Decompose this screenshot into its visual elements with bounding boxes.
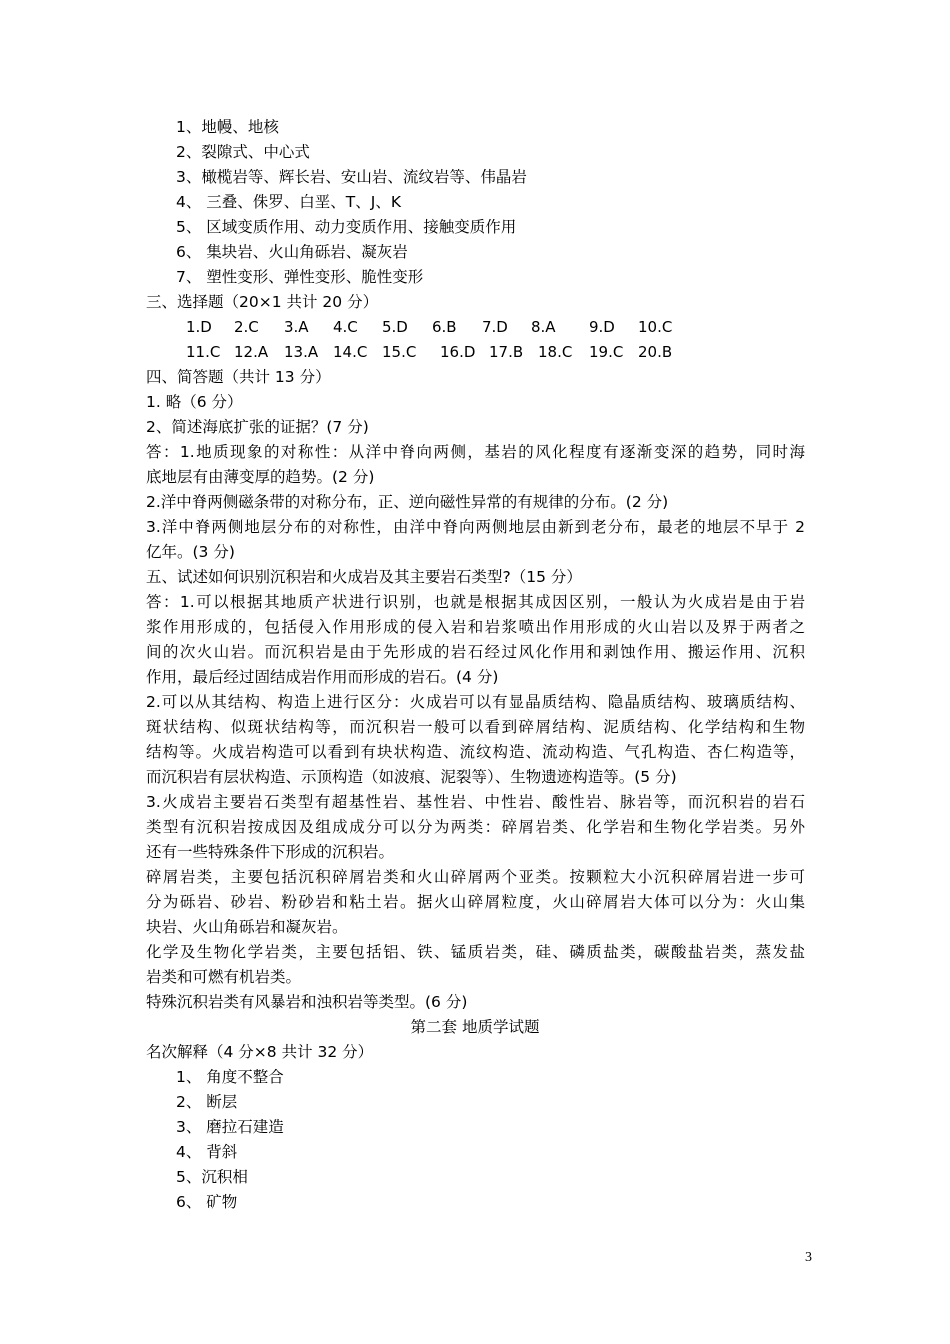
choice-answer: 13.A	[284, 343, 319, 361]
answer-line: 3.洋中脊两侧地层分布的对称性，由洋中脊向两侧地层由新到老分布，最老的地层不早于 2	[146, 518, 805, 536]
choice-answer: 1.D	[186, 318, 212, 336]
section4-q2: 2、简述海底扩张的证据？(7 分)	[146, 418, 369, 436]
term-item: 2、 断层	[176, 1093, 238, 1111]
choice-answer: 18.C	[538, 343, 573, 361]
section5-title: 五、试述如何识别沉积岩和火成岩及其主要岩石类型?（15 分）	[146, 568, 582, 586]
choice-answer: 16.D	[440, 343, 476, 361]
answer-line: 岩类和可燃有机岩类。	[146, 968, 302, 986]
choice-answer: 5.D	[382, 318, 408, 336]
choice-answer: 14.C	[333, 343, 368, 361]
term-item: 1、 角度不整合	[176, 1068, 284, 1086]
fill-answer-1: 1、地幔、地核	[176, 118, 279, 136]
choice-answer: 3.A	[284, 318, 309, 336]
answer-line: 类型有沉积岩按成因及组成成分可以分为两类：碎屑岩类、化学岩和生物化学岩类。另外	[146, 818, 805, 836]
answer-line: 答：1.地质现象的对称性：从洋中脊向两侧，基岩的风化程度有逐渐变深的趋势，同时海	[146, 443, 805, 461]
choice-answer: 12.A	[234, 343, 269, 361]
section4-q1: 1. 略（6 分）	[146, 393, 243, 411]
answer-line: 底地层有由薄变厚的趋势。(2 分)	[146, 468, 375, 486]
section4-title: 四、简答题（共计 13 分）	[146, 368, 331, 386]
term-item: 4、 背斜	[176, 1143, 238, 1161]
term-item: 3、 磨拉石建造	[176, 1118, 284, 1136]
answer-line: 斑状结构、似斑状结构等，而沉积岩一般可以看到碎屑结构、泥质结构、化学结构和生物	[146, 718, 805, 736]
answer-line: 分为砾岩、砂岩、粉砂岩和粘土岩。据火山碎屑粒度，火山碎屑岩大体可以分为：火山集	[146, 893, 805, 911]
fill-answer-3: 3、橄榄岩等、辉长岩、安山岩、流纹岩等、伟晶岩	[176, 168, 527, 186]
choice-answer: 2.C	[234, 318, 259, 336]
answer-line: 而沉积岩有层状构造、示顶构造（如波痕、泥裂等）、生物遗迹构造等。(5 分)	[146, 768, 677, 786]
choice-answer: 6.B	[432, 318, 457, 336]
answer-line: 块岩、火山角砾岩和凝灰岩。	[146, 918, 348, 936]
term-item: 6、 矿物	[176, 1193, 238, 1211]
choice-answer: 11.C	[186, 343, 221, 361]
answer-line: 浆作用形成的，包括侵入作用形成的侵入岩和岩浆喷出作用形成的火山岩以及界于两者之	[146, 618, 805, 636]
choice-answer: 8.A	[531, 318, 556, 336]
answer-line: 还有一些特殊条件下形成的沉积岩。	[146, 843, 395, 861]
choice-answer: 10.C	[638, 318, 673, 336]
answer-line: 碎屑岩类，主要包括沉积碎屑岩类和火山碎屑两个亚类。按颗粒大小沉积碎屑岩进一步可	[146, 868, 805, 886]
fill-answer-2: 2、裂隙式、中心式	[176, 143, 310, 161]
answer-line: 2.洋中脊两侧磁条带的对称分布，正、逆向磁性异常的有规律的分布。(2 分)	[146, 493, 669, 511]
answer-line: 3.火成岩主要岩石类型有超基性岩、基性岩、中性岩、酸性岩、脉岩等，而沉积岩的岩石	[146, 793, 805, 811]
set2-heading: 第二套 地质学试题	[410, 1018, 540, 1036]
fill-answer-4: 4、 三叠、侏罗、白垩、T、J、K	[176, 193, 401, 211]
choice-answer: 20.B	[638, 343, 673, 361]
answer-line: 亿年。(3 分)	[146, 543, 235, 561]
choice-answer: 19.C	[589, 343, 624, 361]
choice-answer: 4.C	[333, 318, 358, 336]
answer-line: 间的次火山岩。而沉积岩是由于先形成的岩石经过风化作用和剥蚀作用、搬运作用、沉积	[146, 643, 805, 661]
fill-answer-5: 5、 区域变质作用、动力变质作用、接触变质作用	[176, 218, 517, 236]
answer-line: 结构等。火成岩构造可以看到有块状构造、流纹构造、流动构造、气孔构造、杏仁构造等，	[146, 743, 805, 761]
answer-line: 答：1.可以根据其地质产状进行识别，也就是根据其成因区别，一般认为火成岩是由于岩	[146, 593, 805, 611]
answer-line: 2.可以从其结构、构造上进行区分：火成岩可以有显晶质结构、隐晶质结构、玻璃质结构、	[146, 693, 805, 711]
answer-line: 作用，最后经过固结成岩作用而形成的岩石。(4 分)	[146, 668, 499, 686]
choice-answer: 17.B	[489, 343, 524, 361]
fill-answer-7: 7、 塑性变形、弹性变形、脆性变形	[176, 268, 424, 286]
choice-answer: 7.D	[482, 318, 508, 336]
page-number: 3	[805, 1250, 812, 1265]
answer-line: 特殊沉积岩类有风暴岩和浊积岩等类型。(6 分)	[146, 993, 468, 1011]
terms-title: 名次解释（4 分×8 共计 32 分）	[146, 1043, 374, 1061]
section3-title: 三、选择题（20×1 共计 20 分）	[146, 293, 379, 311]
answer-line: 化学及生物化学岩类，主要包括铝、铁、锰质岩类，硅、磷质盐类，碳酸盐岩类，蒸发盐	[146, 943, 805, 961]
term-item: 5、沉积相	[176, 1168, 248, 1186]
choice-answer: 9.D	[589, 318, 615, 336]
fill-answer-6: 6、 集块岩、火山角砾岩、凝灰岩	[176, 243, 408, 261]
choice-answer: 15.C	[382, 343, 417, 361]
